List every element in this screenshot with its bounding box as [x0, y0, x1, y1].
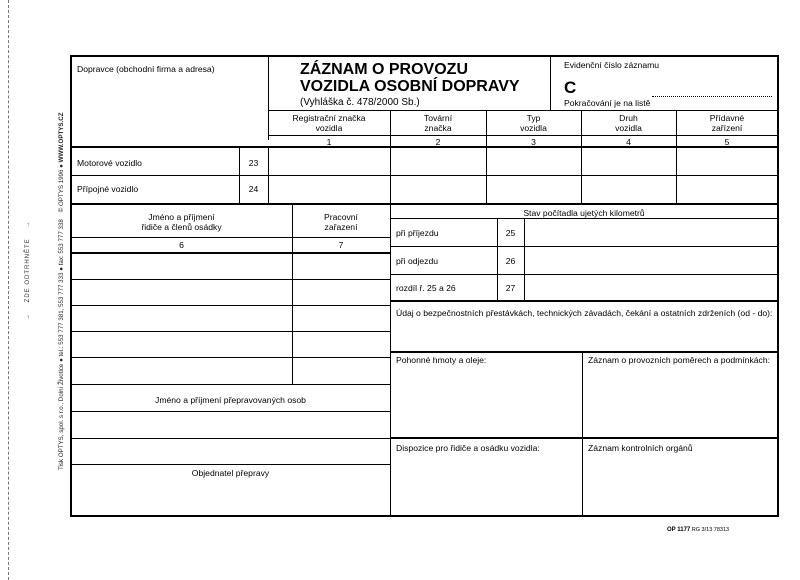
divider [390, 351, 778, 353]
divider [268, 110, 778, 111]
printer-fax: fax: 553 777 338 [58, 219, 65, 266]
divider [71, 175, 778, 176]
row-code: 27 [505, 283, 516, 293]
form-title-line-2: VOZIDLA OSOBNÍ DOPRAVY [300, 78, 520, 95]
divider [71, 252, 390, 254]
column-number: 5 [724, 137, 730, 147]
column-header-line: zařízení [711, 123, 743, 133]
divider [524, 218, 525, 300]
divider [268, 135, 778, 136]
column-header [268, 113, 390, 133]
column-number: 4 [626, 137, 631, 147]
column-header-line: Tovární [423, 113, 453, 123]
form-number: 78313 [713, 527, 730, 533]
passenger-row-line [71, 438, 390, 439]
printer-phone: tel.: 553 777 381, 553 777 333 [58, 272, 65, 357]
divider [390, 437, 778, 439]
crew-row-line [71, 279, 390, 280]
tear-off-label [25, 221, 31, 320]
divider [71, 203, 778, 205]
column-header [390, 113, 486, 133]
column-number: 3 [531, 137, 536, 147]
record-prefix: C [564, 78, 577, 97]
odometer-departure-label: při odjezdu [396, 256, 439, 266]
column-header-line: Přídavné [709, 113, 745, 123]
continuation-label: Pokračování je na listě [564, 98, 651, 108]
column-header-line: Typ [526, 113, 541, 123]
divider [71, 237, 390, 238]
motor-vehicle-label: Motorové vozidlo [77, 158, 142, 168]
column-header-line: vozidla [520, 123, 547, 133]
operating-conditions-label: Záznam o provozních poměrech a podmínkách: [588, 355, 770, 365]
column-header [581, 113, 676, 133]
tear-off-line [8, 0, 9, 580]
crew-row-line [71, 305, 390, 306]
arrow-icon: → [25, 313, 31, 320]
divider [268, 147, 269, 203]
crew-role-header-line: Pracovní [324, 212, 358, 222]
passenger-row-line [71, 464, 390, 465]
dispatch-label: Dispozice pro řidiče a osádku vozidla: [396, 443, 540, 453]
divider [390, 300, 778, 302]
divider [292, 254, 293, 384]
form-subtitle: (Vyhláška č. 478/2000 Sb.) [300, 97, 420, 108]
passengers-label: Jméno a příjmení přepravovaných osob [155, 395, 306, 405]
form-title-line-1: ZÁZNAM O PROVOZU [300, 61, 468, 78]
row-code: 23 [248, 158, 259, 168]
safety-breaks-label: Údaj o bezpečnostních přestávkách, technických závadách, čekání a ostatních zdrženích (od - do): [396, 308, 773, 318]
column-number: 1 [326, 137, 332, 147]
printer-website: WWW.OPTYS.CZ [58, 112, 65, 163]
carrier-label: Dopravce (obchodní firma a adresa) [77, 64, 215, 74]
crew-role-header [292, 212, 390, 232]
tear-off-text: ZDE ODTRHNĚTE [25, 238, 31, 303]
print-info: Tisk OPTYS, spol. s r.o., Dolní Životice [58, 363, 65, 470]
divider [390, 218, 778, 219]
crew-row-line [71, 357, 390, 358]
divider [550, 56, 551, 110]
passenger-row-line [71, 411, 390, 412]
orderer-label: Objednatel přepravy [191, 468, 270, 478]
printer-imprint: Tisk OPTYS, spol. s r.o., Dolní Životice ● tel.: 553 777 381, 553 777 333 ● fax: 553 777 338 © OPTYS 1996 ● WWW.OPTYS.CZ [58, 112, 65, 470]
divider [390, 204, 391, 517]
column-header-line: značka [424, 123, 452, 133]
crew-row-line [71, 331, 390, 332]
odometer-title: Stav počítadla ujetých kilometrů [523, 208, 645, 218]
divider [390, 274, 778, 275]
form-code [667, 527, 729, 533]
column-header-line: vozidla [315, 123, 343, 133]
trailer-label: Přípojné vozidlo [77, 184, 139, 194]
fuel-label: Pohonné hmoty a oleje: [396, 355, 487, 365]
arrow-icon: → [25, 220, 31, 228]
column-header-line: Registrační značka [292, 113, 366, 123]
odometer-arrival-label: při příjezdu [396, 228, 439, 238]
crew-row-line [71, 384, 390, 385]
column-header [486, 113, 581, 133]
odometer-difference-label: rozdíl ř. 25 a 26 [396, 283, 456, 293]
continuation-field[interactable] [652, 96, 772, 97]
column-number: 2 [435, 137, 441, 147]
row-code: 26 [505, 256, 516, 266]
record-number-label: Evidenční číslo záznamu [564, 60, 660, 70]
row-code: 25 [505, 228, 516, 238]
divider [582, 352, 583, 517]
column-header-line: Druh [619, 113, 638, 123]
form-revision: RG 3/13 [691, 527, 713, 533]
crew-name-header-line: Jméno a příjmení [148, 212, 215, 222]
column-number: 6 [179, 240, 184, 250]
divider [239, 147, 240, 203]
control-bodies-label: Záznam kontrolních orgánů [588, 443, 693, 453]
crew-name-header [71, 212, 292, 232]
column-header-line: vozidla [615, 123, 642, 133]
column-header [676, 113, 778, 133]
form-code-id: OP 1177 [667, 527, 691, 533]
column-number: 7 [338, 240, 344, 250]
row-code: 24 [248, 184, 259, 194]
divider [390, 246, 778, 247]
crew-role-header-line: zařazení [324, 222, 358, 232]
crew-name-header-line: řidiče a členů osádky [141, 222, 222, 232]
printer-copyright: © OPTYS 1996 [58, 169, 65, 213]
form-title [300, 61, 520, 95]
